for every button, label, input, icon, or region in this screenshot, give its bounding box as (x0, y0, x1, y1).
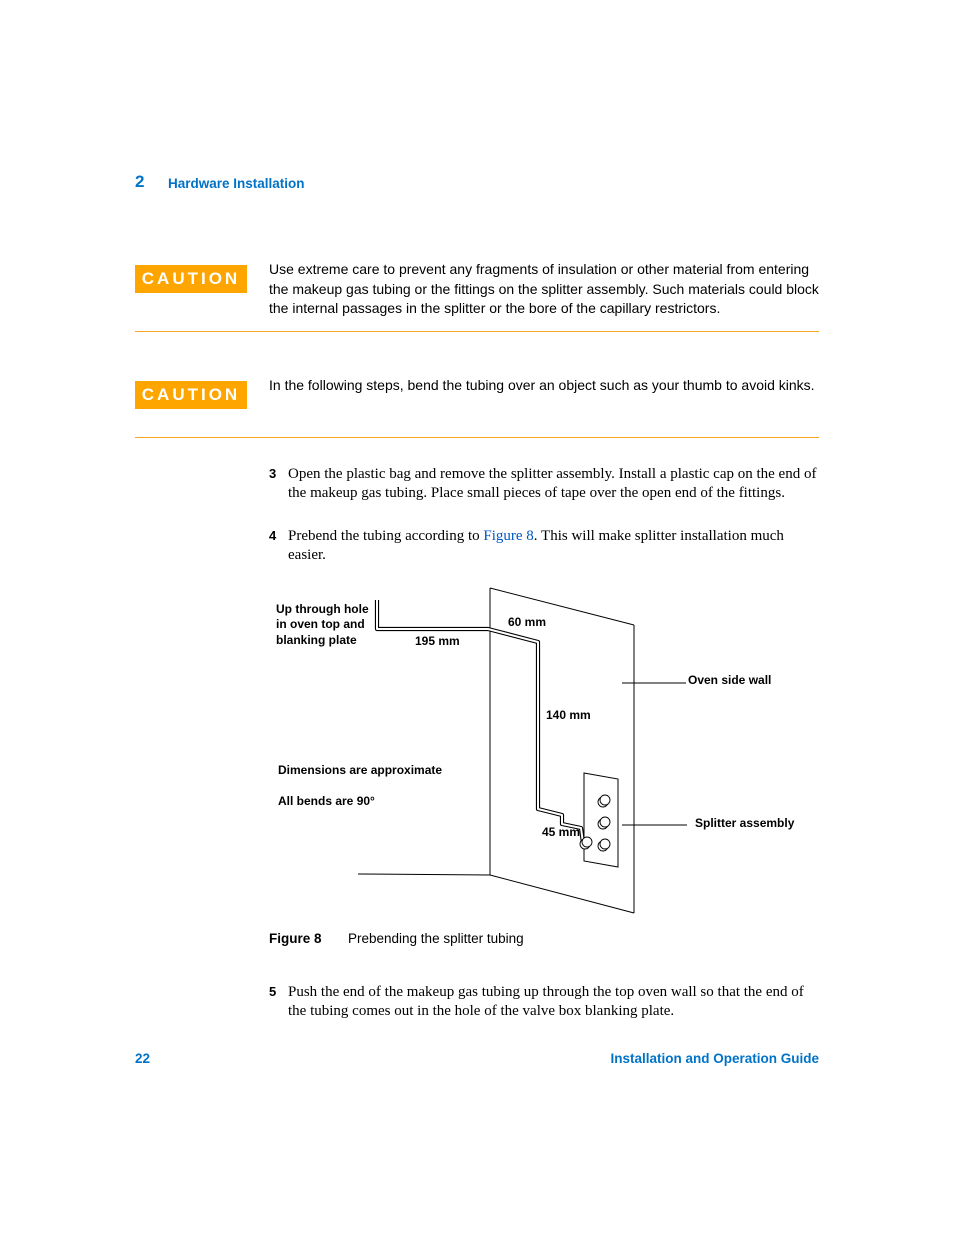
caution-block-bending (135, 377, 819, 438)
caution-block-insulation (135, 261, 819, 332)
caption-number: Figure 8 (269, 931, 322, 946)
figure-prebending-diagram (270, 585, 810, 920)
label-195mm: 195 mm (415, 634, 460, 648)
step-5 (269, 983, 819, 1020)
splitter-fitting (600, 817, 610, 827)
step-number: 3 (269, 466, 277, 481)
figure-8-link[interactable]: Figure 8 (483, 528, 534, 544)
label-60mm: 60 mm (508, 615, 547, 629)
prebending-diagram (270, 585, 810, 920)
label-45mm: 45 mm (542, 825, 581, 839)
step-text-after: . This will make splitter installation much easier. (288, 528, 784, 563)
step-number: 4 (269, 528, 277, 543)
figure-caption (269, 931, 524, 946)
chapter-number: 2 (135, 172, 145, 191)
tubing-end-fitting (582, 837, 592, 847)
oven-floor-line (358, 874, 490, 875)
label-up-through-1: Up through hole (276, 602, 369, 616)
step-text (288, 527, 819, 564)
label-140mm: 140 mm (546, 708, 591, 722)
caution-label: CAUTION (135, 381, 247, 409)
step-number: 5 (269, 984, 277, 999)
label-bends-note: All bends are 90° (278, 794, 375, 808)
label-dimensions-note: Dimensions are approximate (278, 763, 443, 777)
step-text: Open the plastic bag and remove the splitter assembly. Install a plastic cap on the end of the makeup gas tubing. Place small pieces of tape over the open end of the fittings. (288, 466, 817, 501)
caution-label: CAUTION (135, 265, 247, 293)
splitter-fitting (600, 839, 610, 849)
caution-text: Use extreme care to prevent any fragments of insulation or other material from entering the makeup gas tubing or the fittings on the splitter assembly. Such materials could block the internal passages in the splitter or the bore of the capillary restrictors. (269, 261, 819, 316)
chapter-title: Hardware Installation (168, 176, 305, 191)
label-oven-side-wall: Oven side wall (688, 673, 772, 687)
caption-text: Prebending the splitter tubing (348, 931, 524, 946)
guide-title: Installation and Operation Guide (610, 1051, 819, 1066)
oven-wall-bottom-edge (490, 875, 634, 913)
label-splitter-assembly: Splitter assembly (695, 816, 795, 830)
step-4 (269, 527, 819, 564)
caution-text: In the following steps, bend the tubing over an object such as your thumb to avoid kinks. (269, 377, 815, 393)
step-3 (269, 465, 819, 502)
step-text: Push the end of the makeup gas tubing up through the top oven wall so that the end of the tubing comes out in the hole of the valve box blanking plate. (288, 984, 804, 1019)
page-number: 22 (135, 1051, 151, 1066)
label-up-through-3: blanking plate (276, 633, 357, 647)
splitter-fitting (600, 795, 610, 805)
step-text-before: Prebend the tubing according to (288, 528, 484, 544)
label-up-through-2: in oven top and (276, 617, 365, 631)
